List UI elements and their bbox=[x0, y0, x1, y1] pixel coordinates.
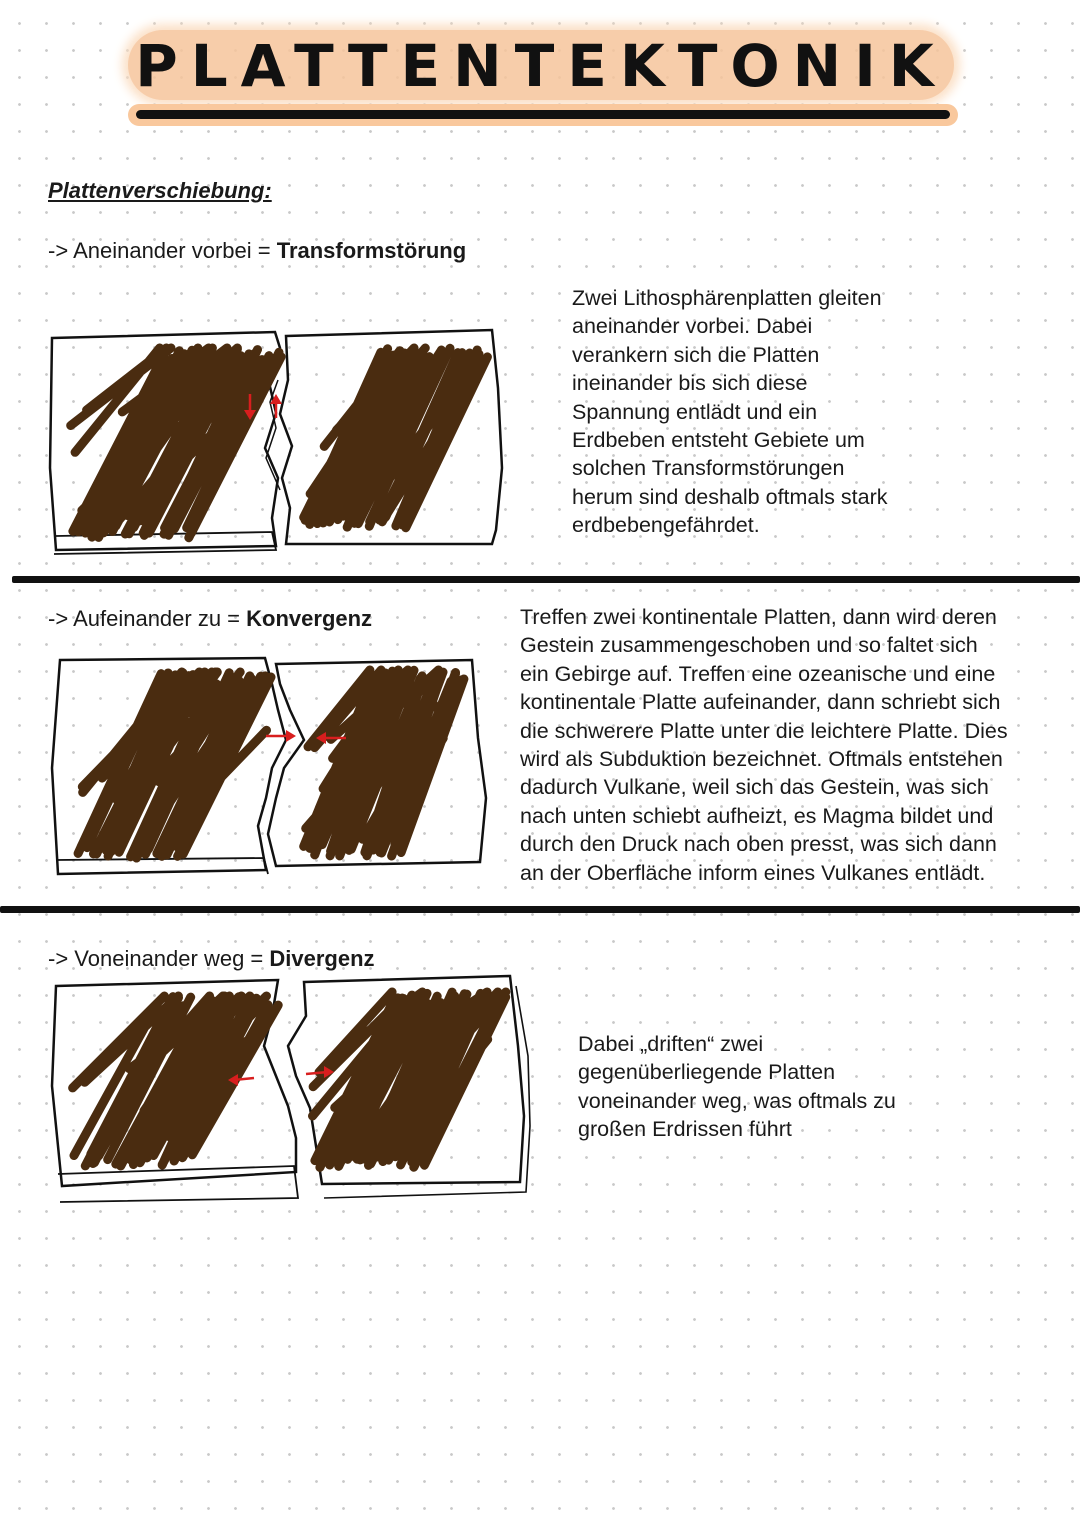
transform-term: Transformstörung bbox=[276, 238, 467, 263]
text-line: aneinander vorbei. Dabei bbox=[572, 314, 813, 339]
text-line: großen Erdrissen führt bbox=[578, 1117, 792, 1142]
convergence-prefix: -> Aufeinander zu = bbox=[48, 606, 247, 631]
transform-text bbox=[572, 284, 952, 540]
page-title: PLATTENTEKTONIK bbox=[135, 32, 947, 100]
right-plate bbox=[268, 660, 486, 866]
left-plate-scribble bbox=[73, 996, 279, 1166]
text-line: gegenüberliegende Platten bbox=[578, 1060, 836, 1085]
text-line: durch den Druck nach oben presst, was sich dann bbox=[520, 832, 997, 857]
section-divider bbox=[12, 576, 1080, 583]
text-line: Erdbeben entsteht Gebiete um bbox=[572, 428, 865, 453]
transform-prefix: -> Aneinander vorbei = bbox=[48, 238, 277, 263]
title-block bbox=[128, 22, 958, 130]
left-plate bbox=[50, 332, 281, 554]
left-plate bbox=[52, 658, 286, 874]
text-line: voneinander weg, was oftmals zu bbox=[578, 1088, 896, 1113]
convergence-text bbox=[520, 603, 1070, 887]
scribble-stroke bbox=[313, 992, 506, 1167]
text-line: erdbebengefährdet. bbox=[572, 513, 760, 538]
divergence-text bbox=[578, 1030, 978, 1144]
text-line: Gestein zusammengeschoben und so faltet sich bbox=[520, 633, 978, 658]
left-plate-scribble bbox=[78, 672, 271, 858]
divergence-term: Divergenz bbox=[269, 946, 375, 971]
text-line: Zwei Lithosphärenplatten gleiten bbox=[572, 286, 882, 310]
text-line: an der Oberfläche inform eines Vulkanes entlädt. bbox=[520, 860, 986, 885]
scribble-stroke bbox=[304, 670, 464, 856]
text-line: Dabei „driften“ zwei bbox=[578, 1032, 764, 1056]
section-heading: Plattenverschiebung: bbox=[48, 178, 272, 203]
text-line: ein Gebirge auf. Treffen eine ozeanische und eine bbox=[520, 661, 996, 686]
transform-label bbox=[48, 238, 466, 264]
text-line: herum sind deshalb oftmals stark bbox=[572, 484, 888, 509]
title-underline bbox=[136, 110, 950, 119]
text-line: solchen Transformstörungen bbox=[572, 456, 845, 481]
right-plate bbox=[266, 330, 502, 544]
scribble-stroke bbox=[71, 348, 281, 538]
left-plate bbox=[52, 980, 298, 1202]
divergence-diagram bbox=[40, 976, 540, 1216]
scribble-stroke bbox=[78, 672, 271, 858]
right-plate-scribble bbox=[304, 670, 464, 856]
divergence-prefix: -> Voneinander weg = bbox=[48, 946, 270, 971]
transform-diagram bbox=[40, 318, 520, 563]
section-divider bbox=[0, 906, 1080, 913]
text-line: die schwerere Platte unter die leichtere Platte. Dies bbox=[520, 718, 1008, 743]
right-plate-scribble bbox=[313, 992, 506, 1167]
convergence-diagram bbox=[40, 648, 510, 888]
text-line: dadurch Vulkane, weil sich das Gestein, was sich bbox=[520, 775, 989, 800]
convergence-label bbox=[48, 606, 372, 632]
text-line: verankern sich die Platten bbox=[572, 342, 820, 367]
text-line: Spannung entlädt und ein bbox=[572, 399, 818, 424]
text-line: kontinentale Platte aufeinander, dann schriebt sich bbox=[520, 690, 1001, 715]
convergence-term: Konvergenz bbox=[246, 606, 373, 631]
right-plate-scribble bbox=[304, 348, 488, 528]
scribble-stroke bbox=[73, 996, 279, 1166]
right-plate bbox=[288, 976, 530, 1198]
scribble-stroke bbox=[304, 348, 488, 528]
text-line: nach unten schiebt aufheizt, es Magma bildet und bbox=[520, 803, 994, 828]
text-line: ineinander bis sich diese bbox=[572, 371, 808, 396]
left-plate-scribble bbox=[71, 348, 281, 538]
divergence-label bbox=[48, 946, 375, 972]
text-line: Treffen zwei kontinentale Platten, dann wird deren bbox=[520, 605, 997, 629]
text-line: wird als Subduktion bezeichnet. Oftmals entstehen bbox=[520, 747, 1003, 772]
